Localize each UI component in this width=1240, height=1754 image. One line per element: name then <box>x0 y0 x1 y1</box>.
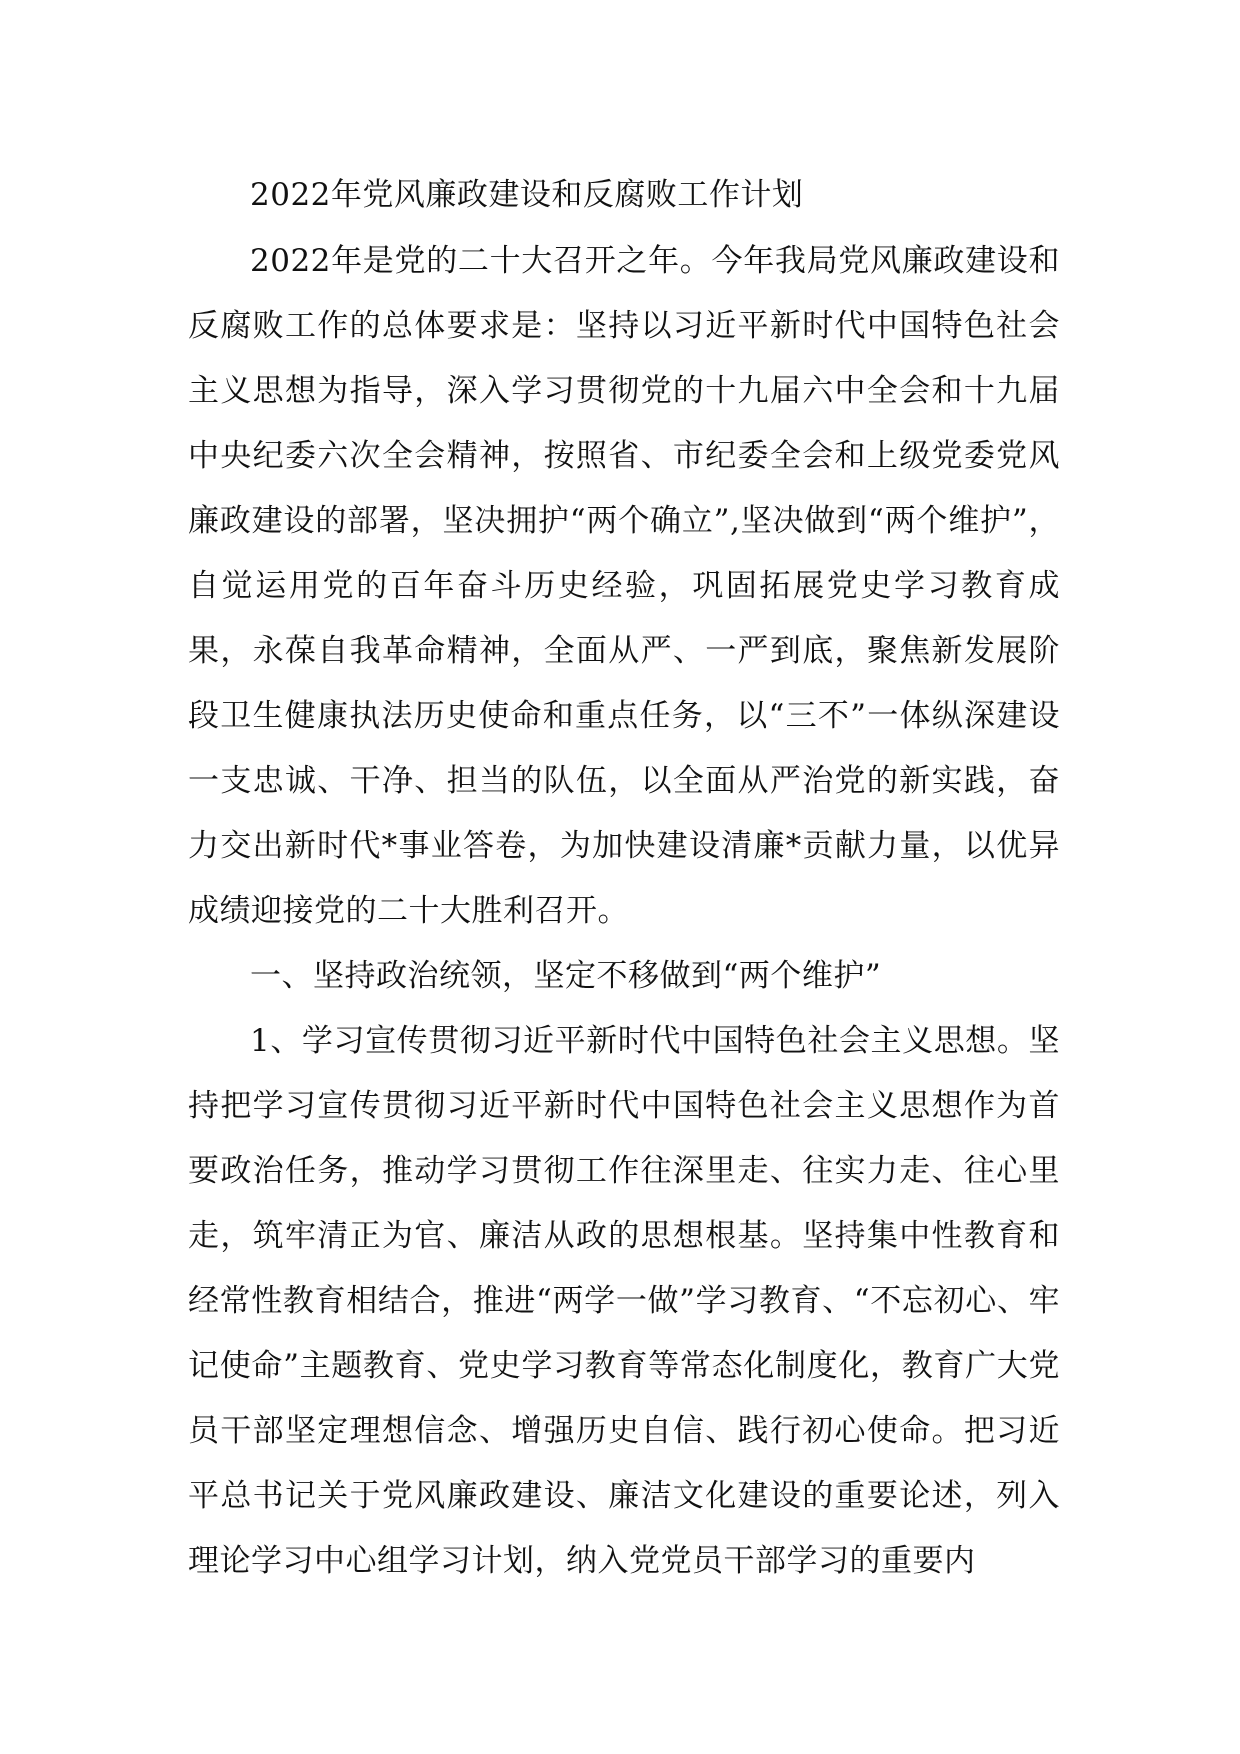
intro-paragraph: 2022年是党的二十大召开之年。今年我局党风廉政建设和反腐败工作的总体要求是：坚持以习近平新时代中国特色社会主义思想为指导，深入学习贯彻党的十九届六中全会和十九届中央纪委六次全会精神，按照省、市纪委全会和上级党委党风廉政建设的部署，坚决拥护“两个确立”,坚决做到“两个维护”，自觉运用党的百年奋斗历史经验，巩固拓展党史学习教育成果，永葆自我革命精神，全面从严、一严到底，聚焦新发展阶段卫生健康执法历史使命和重点任务，以“三不”一体纵深建设一支忠诚、干净、担当的队伍，以全面从严治党的新实践，奋力交出新时代*事业答卷，为加快建设清廉*贡献力量，以优异成绩迎接党的二十大胜利召开。 <box>188 243 1060 929</box>
document-title: 2022年党风廉政建设和反腐败工作计划 <box>250 177 804 213</box>
section-heading: 一、坚持政治统领，坚定不移做到“两个维护” <box>250 958 882 994</box>
section-paragraph: 1、学习宣传贯彻习近平新时代中国特色社会主义思想。坚持把学习宣传贯彻习近平新时代中国特色社会主义思想作为首要政治任务，推动学习贯彻工作往深里走、往实力走、往心里走，筑牢清正为官、廉洁从政的思想根基。坚持集中性教育和经常性教育相结合，推进“两学一做”学习教育、“不忘初心、牢记使命”主题教育、党史学习教育等常态化制度化，教育广大党员干部坚定理想信念、增强历史自信、践行初心使命。把习近平总书记关于党风廉政建设、廉洁文化建设的重要论述，列入理论学习中心组学习计划，纳入党党员干部学习的重要内 <box>188 1023 1060 1579</box>
document-body <box>188 163 1060 1594</box>
